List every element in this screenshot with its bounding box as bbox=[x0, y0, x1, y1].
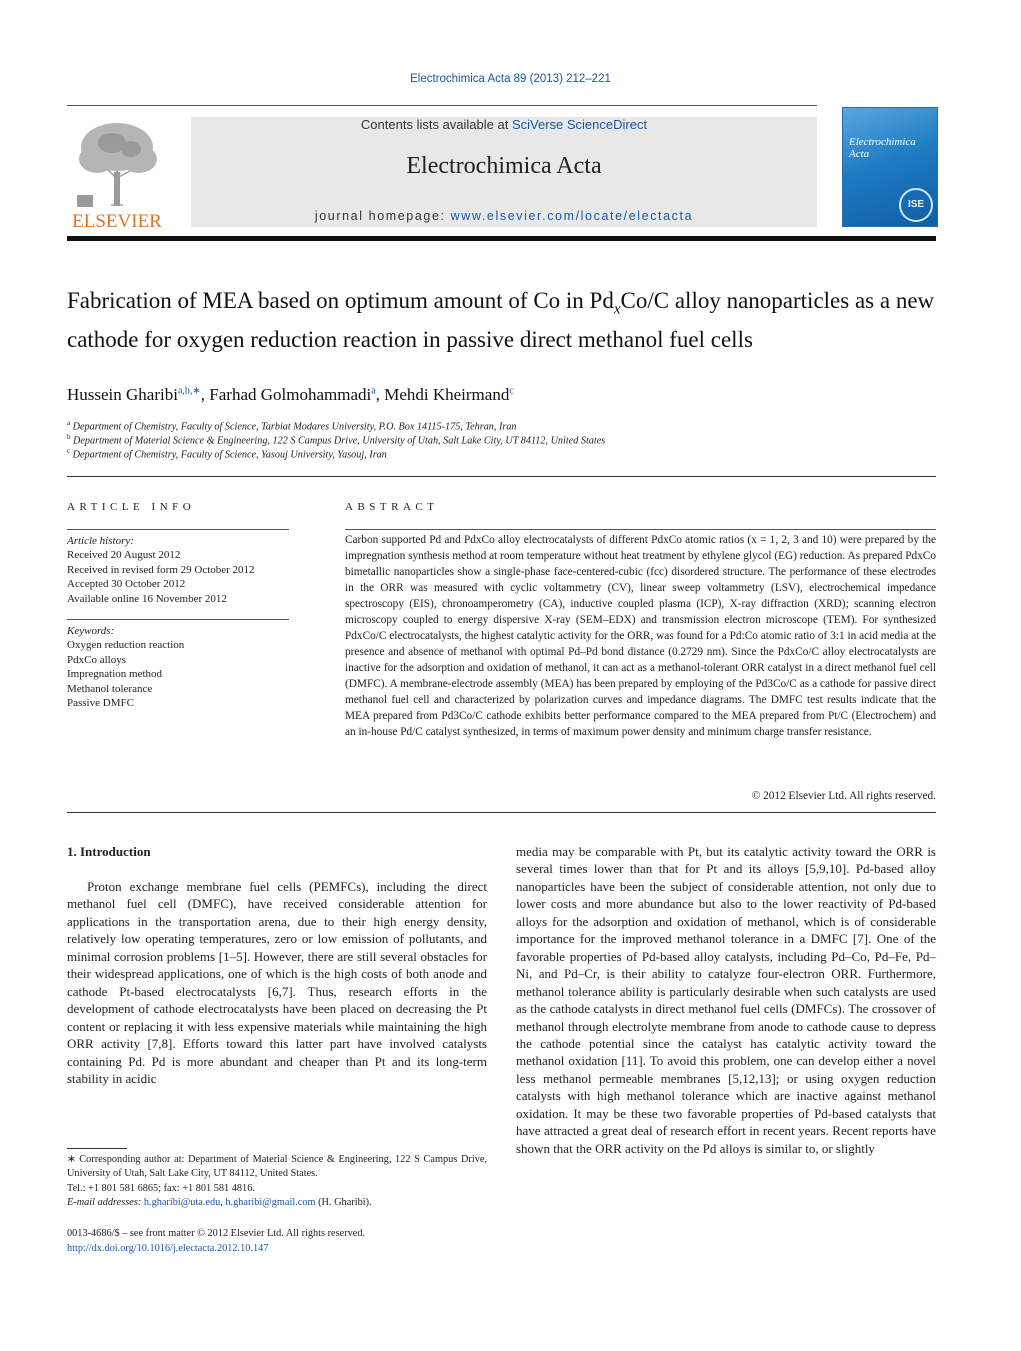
keyword: Impregnation method bbox=[67, 668, 163, 681]
history-item: Received in revised form 29 October 2012 bbox=[67, 563, 255, 576]
intro-paragraph: Proton exchange membrane fuel cells (PEMFCs), including the direct methanol fuel cell (DMFC), have received considerable attention for applications in the transportation arena, due to their high energy density, relatively low operating temperatures, zero or low emission of pollutants, and minimal corrosion problems [1–5]. However, there are still several obstacles for their widespread applications, one of which is the high costs of both anode and cathode Pt-based electrocatalysts [6,7]. Thus, research efforts in the development of cathode electrocatalysts have been placed on decreasing the Pt content or replacing it with less expensive materials while maintaining the high ORR activity [7,8]. Efforts toward this latter part have involved catalysts containing Pd. Pd is more abundant and cheaper than Pt and its long-term stability in acidic bbox=[67, 879, 487, 1086]
email-link[interactable]: h.gharibi@uta.edu bbox=[143, 1197, 221, 1209]
keyword: PdxCo alloys bbox=[67, 653, 126, 666]
contact-email: E-mail addresses: h.gharibi@uta.edu, h.gharibi@gmail.com (H. Gharibi). bbox=[67, 1197, 372, 1209]
title-part-2: Co/C alloy nanoparticles as a new cathode for oxygen reduction reaction in passive direct methanol fuel cells bbox=[67, 288, 935, 352]
contact-phone: Tel.: +1 801 581 6865; fax: +1 801 581 4816. bbox=[67, 1182, 255, 1194]
abstract-heading: ABSTRACT bbox=[345, 501, 439, 513]
title-subscript: x bbox=[613, 301, 621, 318]
article-history bbox=[67, 534, 255, 606]
affiliation bbox=[67, 447, 387, 460]
affiliation-mark: c bbox=[67, 447, 71, 455]
contents-prefix: Contents lists available at bbox=[360, 117, 512, 132]
affiliation-mark: b bbox=[67, 433, 71, 441]
author-marks[interactable]: a,b,∗ bbox=[177, 385, 201, 397]
author-marks[interactable]: a bbox=[371, 385, 376, 397]
header-rule bbox=[67, 105, 817, 106]
homepage-link[interactable]: www.elsevier.com/locate/electacta bbox=[450, 209, 694, 223]
intro-paragraph-continued: media may be comparable with Pt, but its catalytic activity toward the ORR is several times lower than that for Pt and its alloys [5,9,10]. Pd-based alloy nanoparticles have been the subject of considerable attention, not only due to lower costs and more abundance but also to the lower reactivity of Pd-based alloys for the adsorption and oxidation of methanol, which is of considerable importance for the improved methanol tolerance in a DMFC [7]. One of the favorable properties of Pd-based alloy catalysts, including Pd–Co, Pd–Fe, Pd–Ni, and Pd–Cr, is their ability to catalyze four-electron ORR. Furthermore, methanol tolerance ability is particularly desirable when such catalysts are used as the cathode catalysts in direct methanol fuel cells (DMFCs). The crossover of methanol through electrolyte membrane from anode to cathode cause to depress the cathode potential since the catalyst has catalytic activity toward the methanol oxidation [11]. To avoid this problem, one can develop either a novel less methanol permeable membranes [5,12,13]; or using oxygen reduction catalysts with high methanol tolerance which are inactive against methanol oxidation. It may be these two favorable properties of Pd-based catalysts that have attracted a great deal of research effort in recent years. Recent reports have shown that the ORR activity on the Pd alloys is similar to, or slightly bbox=[516, 844, 936, 1156]
keyword: Methanol tolerance bbox=[67, 682, 153, 695]
contents-line bbox=[191, 117, 817, 132]
masthead-rule bbox=[67, 236, 936, 241]
keyword: Passive DMFC bbox=[67, 697, 134, 710]
title-part-1: Fabrication of MEA based on optimum amount of Co in Pd bbox=[67, 288, 614, 313]
affiliation bbox=[67, 419, 517, 432]
ise-logo: ISE bbox=[899, 188, 933, 222]
history-label: Article history: bbox=[67, 535, 134, 547]
article-title bbox=[67, 286, 947, 354]
sciencedirect-link[interactable]: SciVerse ScienceDirect bbox=[511, 117, 648, 132]
affiliation-text: Department of Chemistry, Faculty of Science, Tarbiat Modares University, P.O. Box 14115-175, Tehran, Iran bbox=[72, 421, 517, 433]
abstract-end-rule bbox=[67, 812, 936, 813]
section-rule bbox=[67, 476, 936, 477]
history-item: Received 20 August 2012 bbox=[67, 549, 181, 562]
journal-name: Electrochimica Acta bbox=[406, 153, 602, 179]
journal-cover bbox=[842, 107, 938, 227]
doi-link[interactable]: http://dx.doi.org/10.1016/j.electacta.2012.10.147 bbox=[67, 1243, 269, 1254]
body-column-left bbox=[67, 878, 487, 1087]
keywords-label: Keywords: bbox=[67, 625, 115, 637]
journal-citation[interactable]: Electrochimica Acta 89 (2013) 212–221 bbox=[410, 73, 611, 85]
elsevier-tree-icon bbox=[67, 117, 167, 229]
history-item: Accepted 30 October 2012 bbox=[67, 578, 186, 591]
affiliation-text: Department of Material Science & Engineering, 122 S Campus Drive, University of Utah, Salt Lake City, UT 84112, United States bbox=[73, 435, 606, 447]
affiliation-mark: a bbox=[67, 419, 71, 427]
corresponding-author: ∗ Corresponding author at: Department of Material Science & Engineering, 122 S Campus Drive, University of Utah, Salt Lake City, UT 84112, United States. bbox=[67, 1154, 487, 1180]
abstract-copyright: © 2012 Elsevier Ltd. All rights reserved. bbox=[751, 790, 936, 802]
cover-title: Electrochimica Acta bbox=[849, 136, 916, 160]
info-rule bbox=[67, 619, 289, 620]
abstract-rule bbox=[345, 529, 936, 530]
footnote bbox=[67, 1153, 487, 1211]
keyword: Oxygen reduction reaction bbox=[67, 639, 185, 652]
publisher-name: ELSEVIER bbox=[72, 211, 162, 229]
author-marks[interactable]: c bbox=[509, 385, 514, 397]
introduction-heading: 1. Introduction bbox=[67, 844, 151, 859]
author-list: Hussein Gharibi$^{a,b,∗}$, Farhad Golmohammadi$^a$, Mehdi Kheirmand$^c$ bbox=[67, 385, 514, 404]
email-label: E-mail addresses: bbox=[67, 1197, 142, 1209]
author-name: Farhad Golmohammadi bbox=[209, 385, 372, 404]
abstract-text: Carbon supported Pd and PdxCo alloy electrocatalysts of different PdxCo atomic ratios (x = 1, 2, 3 and 10) were prepared by the impregnation synthesis method at room temperature without heat treatment by ethylene glycol (EG) reduction. As prepared PdxCo bimetallic nanoparticles show a single-phase face-centered-cubic (fcc) disordered structure. The performance of these electrodes in the ORR was measured with cyclic voltammetry (CV), linear sweep voltammetry (LSV), electrochemical impedance spectroscopy (EIS), chronoamperometry (CA), inductive coupled plasma (ICP), X-ray diffraction (XRD); scanning electron microscopy coupled to energy dispersive X-ray (SEM–EDX) and transmission electron microscope (TEM). For synthesized PdxCo/C electrocatalysts, the highest catalytic activity for the ORR, was found for a Pd:Co atomic ratio of 3:1 in acid media at the presence and absence of methanol with optimal Pd–Pd bond distance (0.2729 nm). Since the PdxCo/C alloy electrocatalysts are inactive for the adsorption and oxidation of methanol, it can act as a methanol-tolerant ORR catalyst in a direct methanol fuel cell (DMFC). A membrane-electrode assembly (MEA) has been prepared by employing of the Pd3Co/C as a cathode for passive direct methanol fuel cell and characterized by polarization curves and impedance diagrams. The DMFC test results indicate that the MEA prepared from Pd3Co/C cathode exhibits better performance compared to the MEA prepared from Pt/C (Electrochem) and an in-house Pd/C catalyst synthesized, in terms of maximum power density and minimum charge transfer resistance. bbox=[345, 534, 936, 738]
author-name: Hussein Gharibi bbox=[67, 385, 178, 404]
email-link[interactable]: h.gharibi@gmail.com bbox=[225, 1197, 316, 1209]
issn-line: 0013-4686/$ – see front matter © 2012 Elsevier Ltd. All rights reserved. bbox=[67, 1228, 366, 1239]
elsevier-logo bbox=[67, 117, 167, 229]
affiliation-text: Department of Chemistry, Faculty of Science, Yasouj University, Yasouj, Iran bbox=[72, 449, 387, 461]
footnote-rule bbox=[67, 1148, 127, 1149]
affiliation bbox=[67, 433, 605, 446]
keywords bbox=[67, 624, 184, 710]
article-info-heading: ARTICLE INFO bbox=[67, 501, 196, 513]
history-item: Available online 16 November 2012 bbox=[67, 592, 227, 605]
author-name: Mehdi Kheirmand bbox=[384, 385, 510, 404]
front-matter bbox=[67, 1226, 507, 1256]
homepage-line bbox=[191, 209, 817, 223]
homepage-prefix: journal homepage: bbox=[314, 209, 451, 223]
body-column-right bbox=[516, 843, 936, 1157]
info-rule bbox=[67, 529, 289, 530]
email-owner: (H. Gharibi). bbox=[318, 1197, 372, 1209]
